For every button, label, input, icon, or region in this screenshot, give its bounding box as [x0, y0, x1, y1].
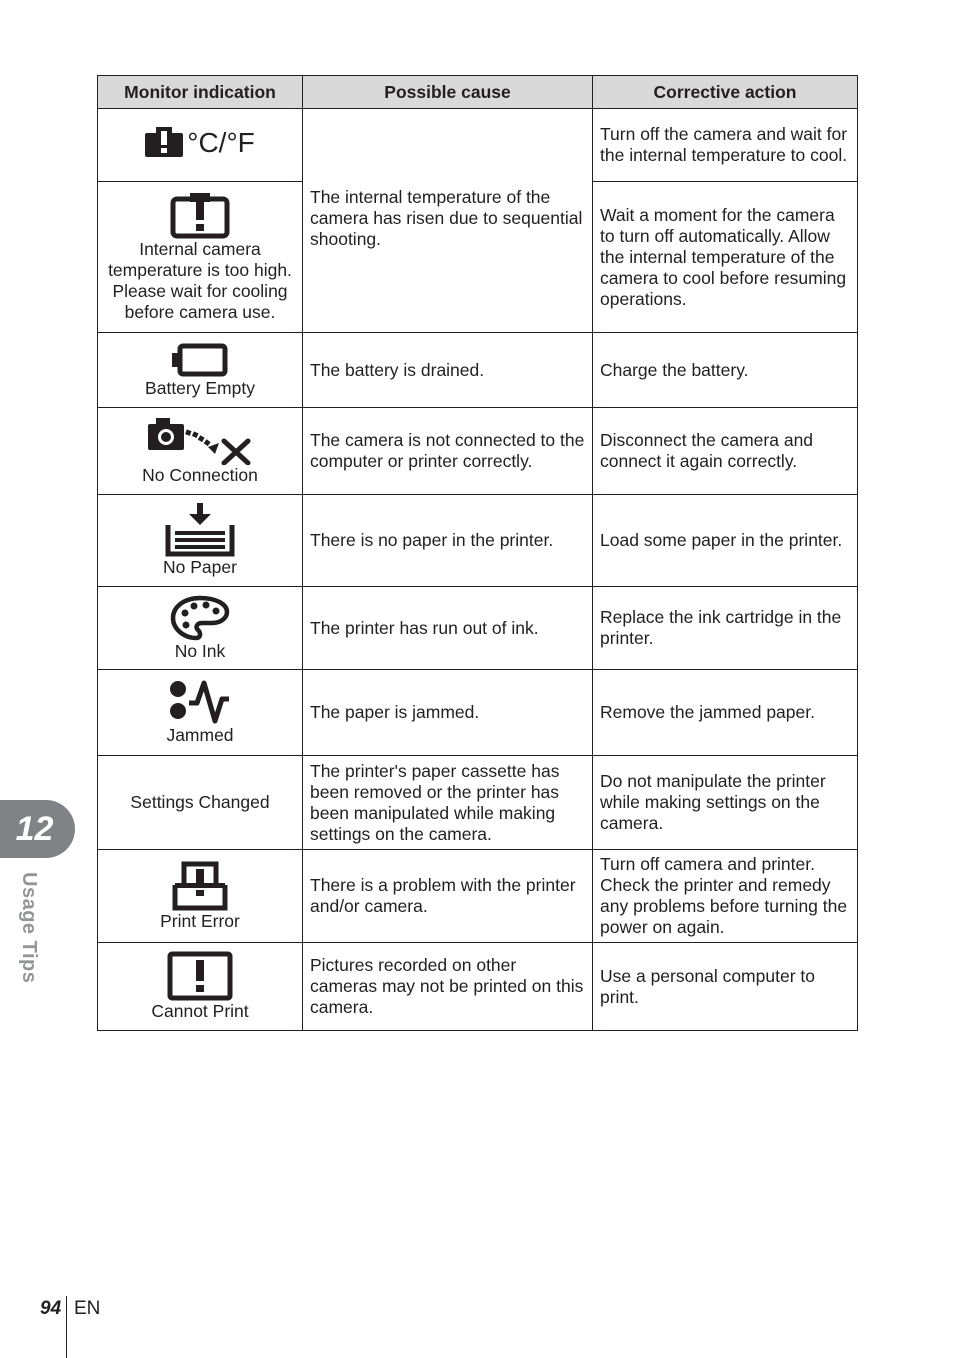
exclamation-box-icon — [170, 191, 230, 239]
troubleshooting-table — [97, 75, 858, 1031]
table-row — [98, 943, 858, 1031]
action-cell: Remove the jammed paper. — [593, 670, 858, 756]
header-monitor-indication: Monitor indication — [98, 76, 303, 109]
action-cell: Load some paper in the printer. — [593, 495, 858, 587]
cause-cell: There is a problem with the printer and/or camera. — [303, 850, 593, 943]
table-row — [98, 333, 858, 408]
table-row — [98, 408, 858, 495]
table-row — [98, 756, 858, 850]
action-cell: Turn off the camera and wait for the internal temperature to cool. — [593, 109, 858, 182]
indication-label: Internal camera temperature is too high. Please wait for cooling before camera use. — [108, 239, 292, 322]
exclamation-box-icon — [167, 951, 233, 1001]
indication-cell — [98, 943, 303, 1031]
action-cell: Use a personal computer to print. — [593, 943, 858, 1031]
indication-label: Cannot Print — [151, 1001, 249, 1021]
indication-label: No Ink — [174, 640, 226, 661]
table-row — [98, 850, 858, 943]
chapter-title: Usage Tips — [18, 872, 40, 984]
header-corrective-action: Corrective action — [593, 76, 858, 109]
page-number: 94 — [40, 1298, 62, 1319]
paper-tray-icon — [165, 503, 235, 557]
cause-cell: The printer's paper cassette has been removed or the printer has been manipulated while making settings on the camera. — [303, 756, 593, 850]
action-cell: Disconnect the camera and connect it again correctly. — [593, 408, 858, 495]
cause-cell: The camera is not connected to the computer or printer correctly. — [303, 408, 593, 495]
action-cell: Do not manipulate the printer while making settings on the camera. — [593, 756, 858, 850]
indication-cell — [98, 408, 303, 495]
paper-jam-icon — [169, 679, 231, 725]
cause-cell: There is no paper in the printer. — [303, 495, 593, 587]
table-row — [98, 495, 858, 587]
indication-label: Jammed — [166, 725, 234, 745]
action-cell: Charge the battery. — [593, 333, 858, 408]
indication-cell — [98, 109, 303, 182]
table-header-row — [98, 76, 858, 109]
action-cell: Turn off camera and printer. Check the printer and remedy any problems before turning the power on again. — [593, 850, 858, 943]
table-row — [98, 587, 858, 670]
indication-label: No Paper — [163, 557, 237, 577]
indication-cell — [98, 756, 303, 850]
table-row — [98, 109, 858, 182]
ink-palette-icon — [170, 595, 230, 641]
printer-error-icon — [172, 861, 228, 911]
camera-temperature-warning-icon — [145, 127, 183, 159]
temperature-unit-label: °C/°F — [187, 126, 255, 158]
cause-cell: The internal temperature of the camera has risen due to sequential shooting. — [303, 109, 593, 333]
cause-cell: The paper is jammed. — [303, 670, 593, 756]
cause-cell: The battery is drained. — [303, 333, 593, 408]
indication-cell — [98, 670, 303, 756]
cause-cell: Pictures recorded on other cameras may not be printed on this camera. — [303, 943, 593, 1031]
header-possible-cause: Possible cause — [303, 76, 593, 109]
indication-cell — [98, 850, 303, 943]
cause-cell: The printer has run out of ink. — [303, 587, 593, 670]
language-label: EN — [74, 1298, 101, 1319]
indication-cell — [98, 182, 303, 333]
indication-cell — [98, 587, 303, 670]
footer-divider — [66, 1296, 67, 1358]
camera-disconnected-icon — [148, 417, 252, 465]
indication-cell — [98, 333, 303, 408]
chapter-tab: 12 — [0, 800, 75, 858]
indication-label: Print Error — [160, 910, 240, 931]
indication-label: No Connection — [142, 464, 258, 485]
action-cell: Replace the ink cartridge in the printer. — [593, 587, 858, 670]
indication-cell — [98, 495, 303, 587]
indication-label: Settings Changed — [130, 792, 270, 812]
action-cell: Wait a moment for the camera to turn off automatically. Allow the internal temperature of the camera to cool before resuming operations. — [593, 182, 858, 333]
empty-battery-icon — [171, 342, 229, 378]
indication-label: Battery Empty — [145, 377, 255, 398]
table-row — [98, 670, 858, 756]
